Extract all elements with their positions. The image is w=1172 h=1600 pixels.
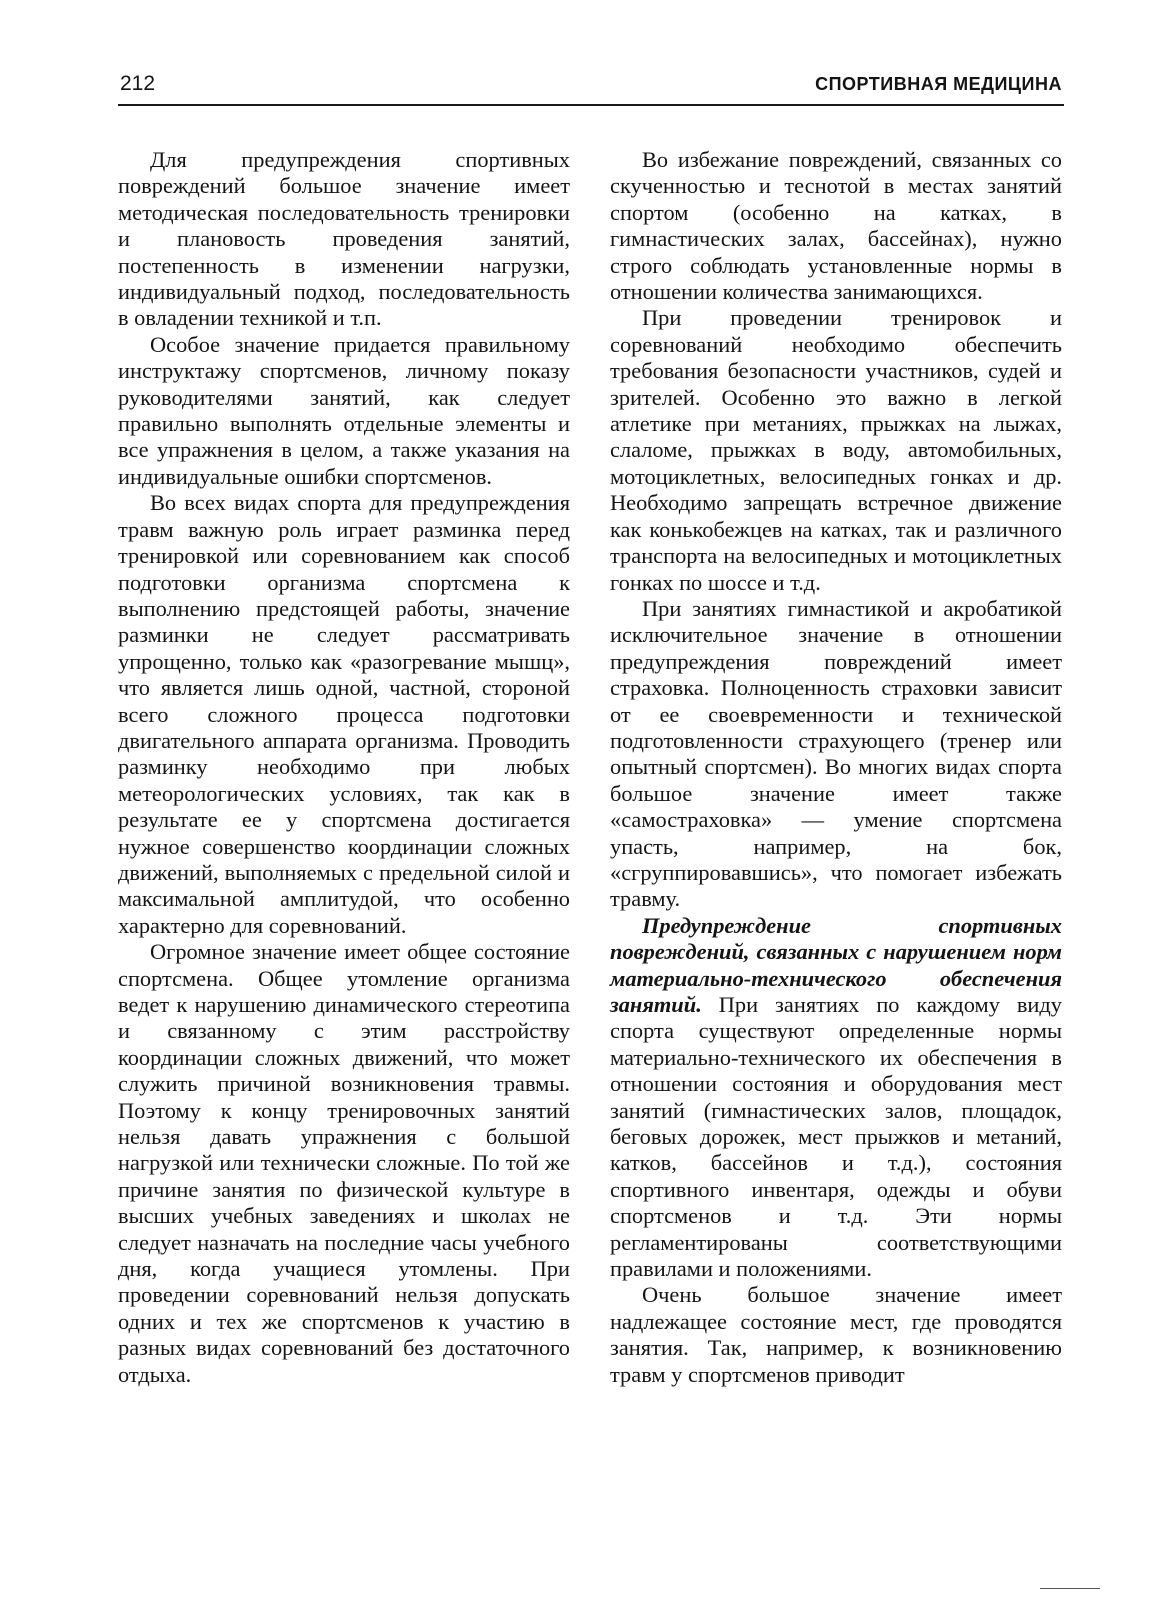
running-title: СПОРТИВНАЯ МЕДИЦИНА	[815, 74, 1062, 94]
right-column	[610, 147, 1062, 1388]
footer-rule	[1040, 1588, 1100, 1589]
paragraph: Огромное значение имеет общее состояние спортсмена. Общее утомление организма ведет к нарушению динамического стереотипа и связанному с этим расстройству координации сложных движений, что может служить причиной возникновения травмы. Поэтому к концу тренировочных занятий нельзя давать упражнения с большой нагрузкой или технически сложные. По той же причине занятия по физической культуре в высших учебных заведениях и школах не следует назначать на последние часы учебного дня, когда учащиеся утомлены. При проведении соревнований нельзя допускать одних и тех же спортсменов к участию в разных видах соревнований без достаточного отдыха.	[118, 939, 570, 1387]
paragraph: При проведении тренировок и соревнований необходимо обеспечить требования безопасности участников, судей и зрителей. Особенно это важно в легкой атлетике при метаниях, прыжках на лыжах, слаломе, прыжках в воду, автомобильных, мотоциклетных, велосипедных гонках и др. Необходимо запрещать встречное движение как конькобежцев на катках, так и различного транспорта на велосипедных и мотоциклетных гонках по шоссе и т.д.	[610, 305, 1062, 595]
page-number: 212	[120, 72, 156, 95]
paragraph: Очень большое значение имеет надлежащее состояние мест, где проводятся занятия. Так, например, к возникновению травм у спортсменов приводит	[610, 1282, 1062, 1387]
paragraph: При занятиях гимнастикой и акробатикой исключительное значение в отношении предупреждения повреждений имеет страховка. Полноценность страховки зависит от ее своевременности и технической подготовленности страхующего (тренер или опытный спортсмен). Во многих видах спорта большое значение имеет также «самостраховка» — умение спортсмена упасть, например, на бок, «сгруппировавшись», что помогает избежать травму.	[610, 595, 1062, 912]
left-column	[118, 147, 570, 1388]
paragraph: Особое значение придается правильному инструктажу спортсменов, личному показу руководителями занятий, как следует правильно выполнять отдельные элементы и все упражнения в целом, а также указания на индивидуальные ошибки спортсменов.	[118, 331, 570, 489]
paragraph-with-heading	[610, 913, 1062, 1283]
paragraph: Во избежание повреждений, связанных со скученностью и теснотой в местах занятий спортом (особенно на катках, в гимнастических залах, бассейнах), нужно строго соблюдать установленные нормы в отношении количества занимающихся.	[610, 147, 1062, 305]
paragraph: Во всех видах спорта для предупреждения травм важную роль играет разминка перед тренировкой или соревнованием как способ подготовки организма спортсмена к выполнению предстоящей работы, значение разминки не следует рассматривать упрощенно, только как «разогревание мышц», что является лишь одной, частной, стороной всего сложного процесса подготовки двигательного аппарата организма. Проводить разминку необходимо при любых метеорологических условиях, так как в результате ее у спортсмена достигается нужное совершенство координации сложных движений, выполняемых с предельной силой и максимальной амплитудой, что особенно характерно для соревнований.	[118, 490, 570, 938]
section-heading: Предупреждение спортивных повреждений, связанных с нарушением норм материально-технического обеспечения занятий.	[610, 912, 1062, 1017]
page-header	[118, 66, 1064, 106]
paragraph-body: При занятиях по каждому виду спорта существуют определенные нормы материально-технического их обеспечения в отношении состояния и оборудования мест занятий (гимнастических залов, площадок, беговых дорожек, мест прыжков и метаний, катков, бассейнов и т.д.), состояния спортивного инвентаря, одежды и обуви спортсменов и т.д. Эти нормы регламентированы соответствующими правилами и положениями.	[610, 992, 1062, 1282]
paragraph: Для предупреждения спортивных повреждений большое значение имеет методическая последовательность тренировки и плановость проведения занятий, постепенность в изменении нагрузки, индивидуальный подход, последовательность в овладении техникой и т.п.	[118, 147, 570, 331]
